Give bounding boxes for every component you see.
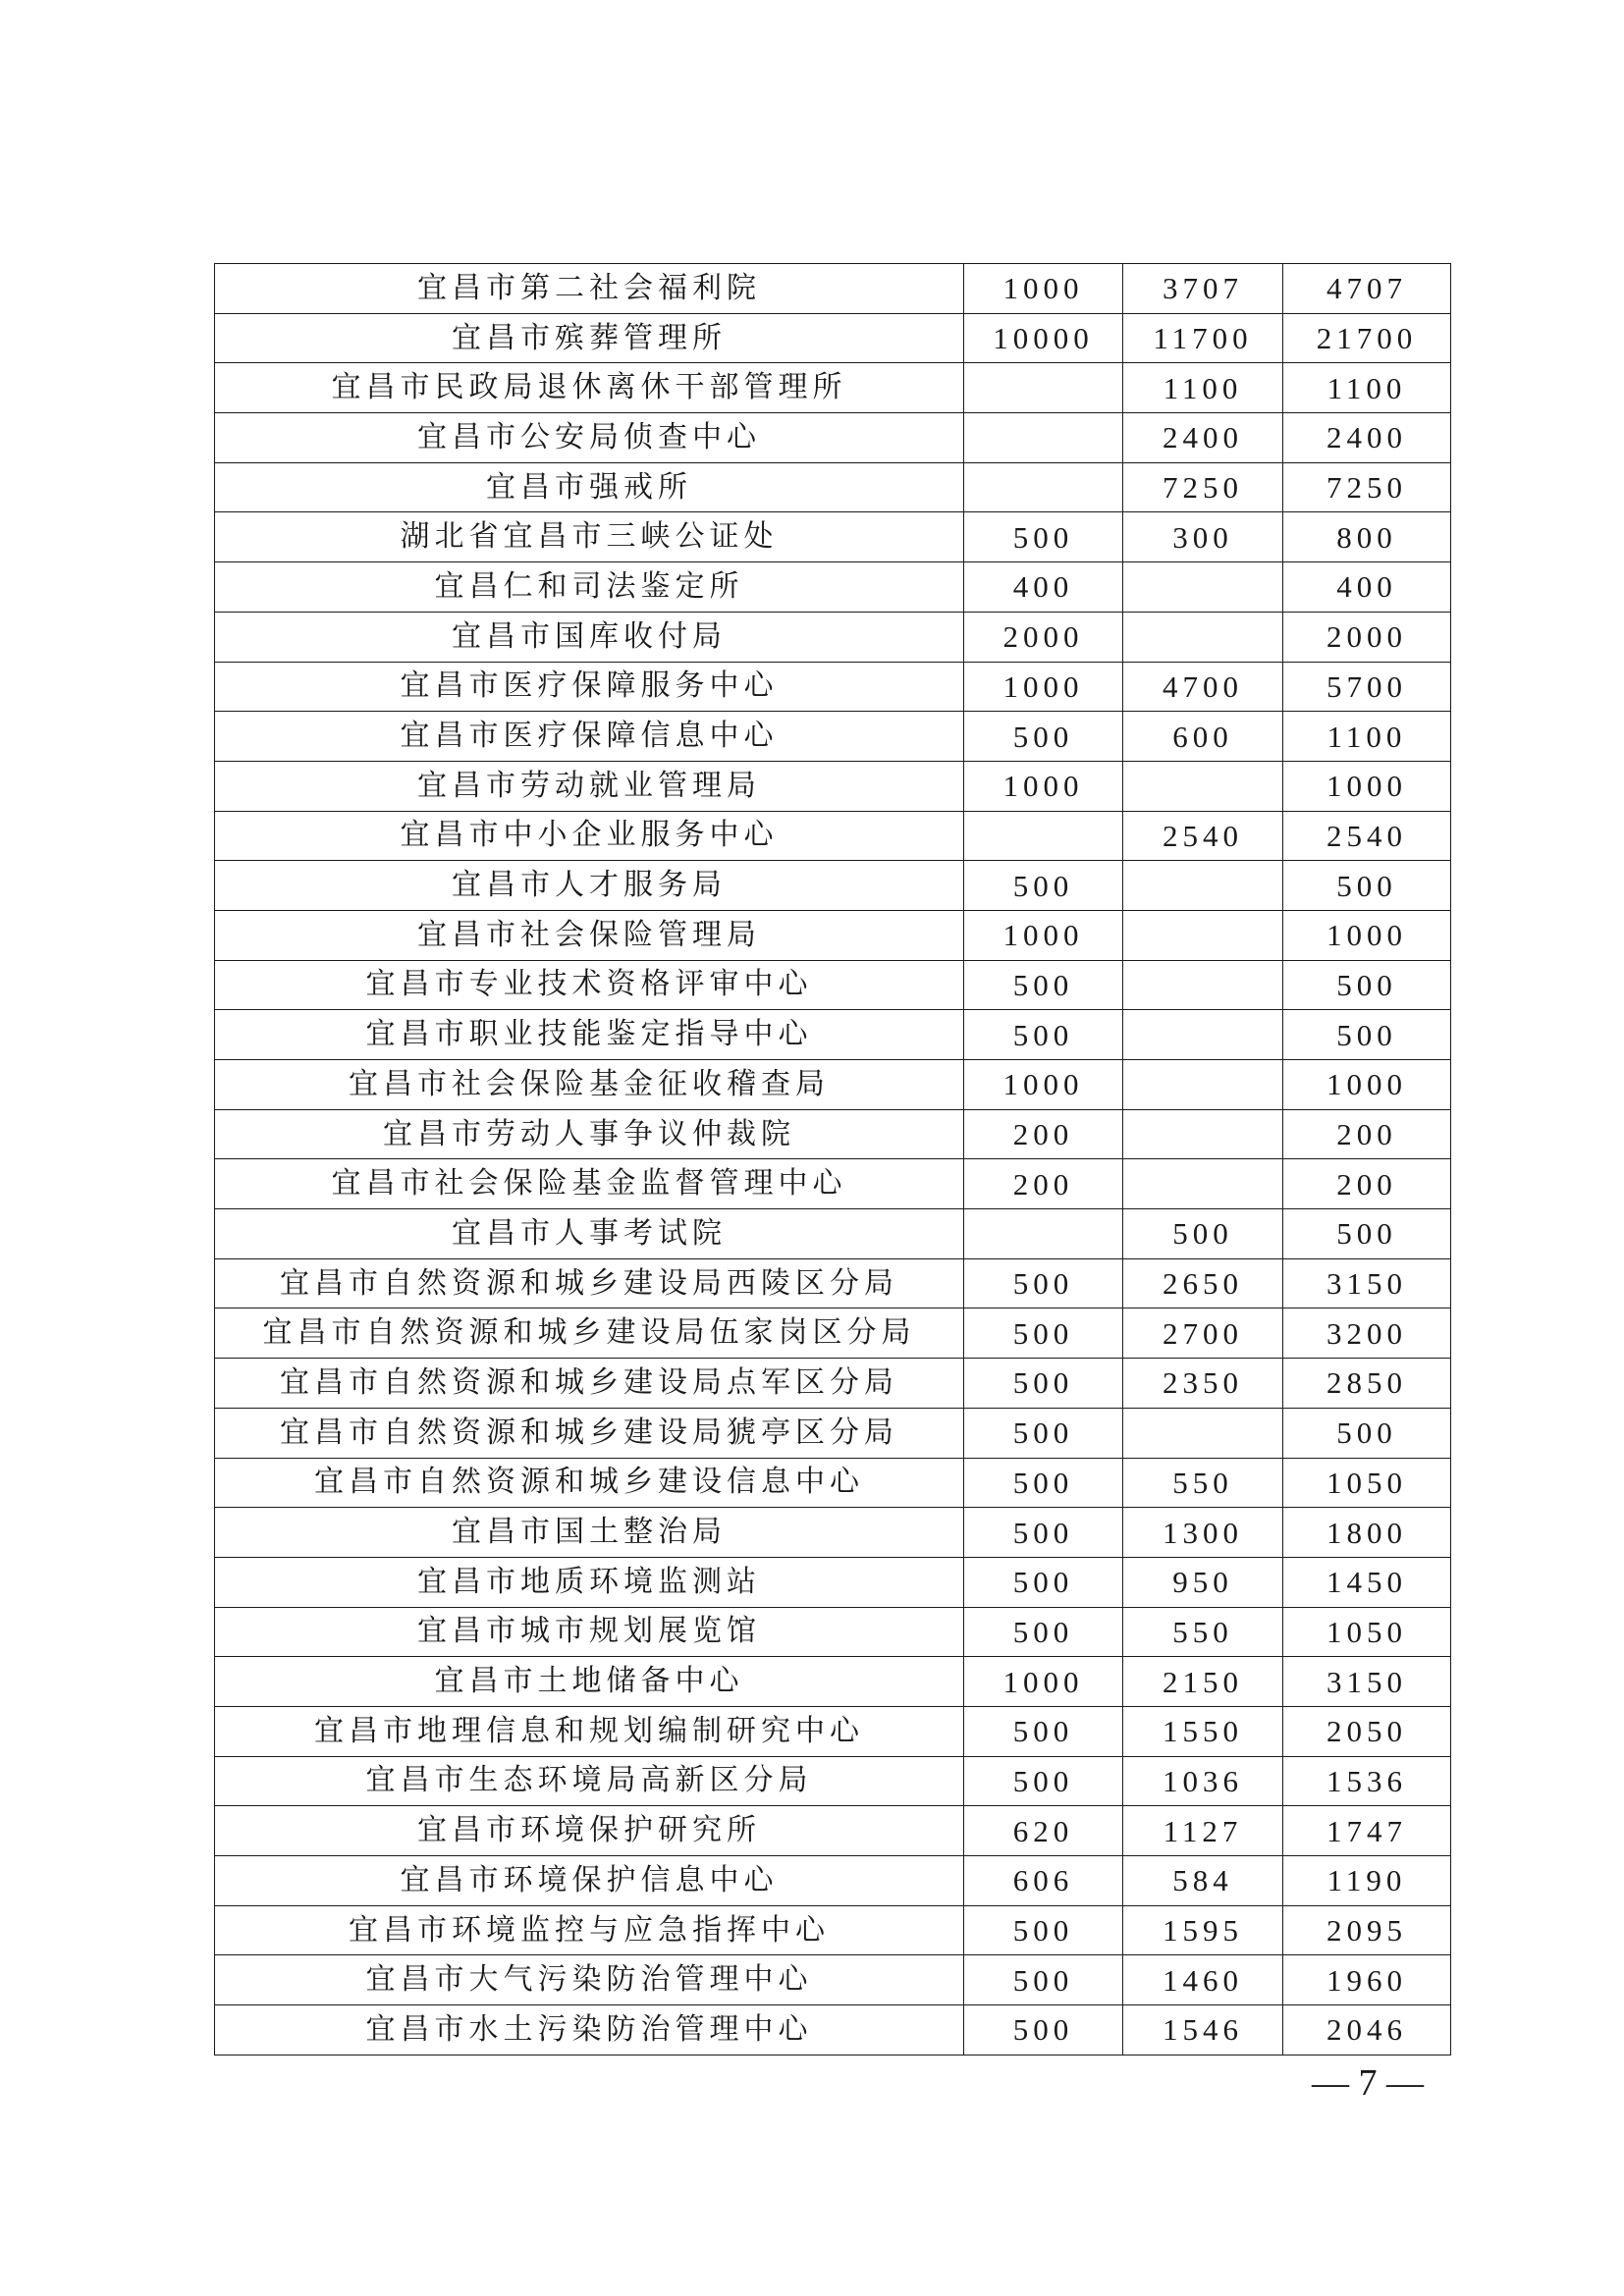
unit-name-cell: 宜昌市中小企业服务中心 <box>215 811 964 861</box>
total-cell: 2000 <box>1283 612 1451 662</box>
amount-a-cell: 500 <box>964 1955 1123 2005</box>
total-cell: 500 <box>1283 1209 1451 1259</box>
table-row <box>215 712 1451 762</box>
unit-name-cell: 宜昌市劳动人事争议仲裁院 <box>215 1109 964 1159</box>
total-cell: 21700 <box>1283 313 1451 363</box>
total-cell: 500 <box>1283 960 1451 1010</box>
unit-name-cell: 宜昌市劳动就业管理局 <box>215 761 964 811</box>
table-row <box>215 313 1451 363</box>
total-cell: 200 <box>1283 1109 1451 1159</box>
amount-b-cell: 3707 <box>1123 264 1283 314</box>
unit-name-cell: 宜昌市职业技能鉴定指导中心 <box>215 1010 964 1060</box>
total-cell: 2046 <box>1283 2005 1451 2056</box>
unit-name-cell: 宜昌市城市规划展览馆 <box>215 1607 964 1657</box>
unit-name-cell: 宜昌市自然资源和城乡建设局西陵区分局 <box>215 1258 964 1308</box>
unit-name-cell: 宜昌市人才服务局 <box>215 861 964 911</box>
total-cell: 500 <box>1283 1408 1451 1458</box>
unit-name-cell: 宜昌市地质环境监测站 <box>215 1557 964 1607</box>
table-row <box>215 1209 1451 1259</box>
amount-b-cell: 500 <box>1123 1209 1283 1259</box>
page-number: — 7 — <box>1312 2062 1424 2104</box>
unit-name-cell: 宜昌市生态环境局高新区分局 <box>215 1756 964 1806</box>
amount-b-cell: 584 <box>1123 1856 1283 1906</box>
table-row <box>215 662 1451 712</box>
amount-a-cell <box>964 811 1123 861</box>
total-cell: 1050 <box>1283 1458 1451 1508</box>
table-row <box>215 1607 1451 1657</box>
amount-b-cell: 2700 <box>1123 1308 1283 1359</box>
total-cell: 2540 <box>1283 811 1451 861</box>
amount-a-cell: 500 <box>964 1408 1123 1458</box>
amount-b-cell <box>1123 612 1283 662</box>
amount-a-cell: 606 <box>964 1856 1123 1906</box>
total-cell: 1050 <box>1283 1607 1451 1657</box>
amount-b-cell: 2150 <box>1123 1657 1283 1707</box>
unit-name-cell: 宜昌市强戒所 <box>215 462 964 512</box>
amount-a-cell <box>964 1209 1123 1259</box>
amount-a-cell: 2000 <box>964 612 1123 662</box>
total-cell: 800 <box>1283 512 1451 562</box>
amount-b-cell <box>1123 1159 1283 1209</box>
amount-b-cell: 300 <box>1123 512 1283 562</box>
amount-a-cell: 500 <box>964 861 1123 911</box>
unit-name-cell: 湖北省宜昌市三峡公证处 <box>215 512 964 562</box>
total-cell: 3150 <box>1283 1657 1451 1707</box>
total-cell: 1190 <box>1283 1856 1451 1906</box>
total-cell: 500 <box>1283 861 1451 911</box>
total-cell: 3200 <box>1283 1308 1451 1359</box>
amount-b-cell <box>1123 1109 1283 1159</box>
amount-a-cell: 500 <box>964 960 1123 1010</box>
amount-a-cell <box>964 363 1123 413</box>
unit-name-cell: 宜昌市自然资源和城乡建设局猇亭区分局 <box>215 1408 964 1458</box>
unit-name-cell: 宜昌市专业技术资格评审中心 <box>215 960 964 1010</box>
amount-b-cell <box>1123 960 1283 1010</box>
amount-a-cell: 500 <box>964 1706 1123 1756</box>
amount-a-cell: 500 <box>964 1756 1123 1806</box>
table-row <box>215 1657 1451 1707</box>
total-cell: 1000 <box>1283 761 1451 811</box>
total-cell: 7250 <box>1283 462 1451 512</box>
table-row <box>215 1856 1451 1906</box>
table-row <box>215 512 1451 562</box>
total-cell: 200 <box>1283 1159 1451 1209</box>
total-cell: 1000 <box>1283 910 1451 960</box>
total-cell: 500 <box>1283 1010 1451 1060</box>
amount-b-cell <box>1123 761 1283 811</box>
amount-b-cell: 4700 <box>1123 662 1283 712</box>
unit-name-cell: 宜昌市自然资源和城乡建设局伍家岗区分局 <box>215 1308 964 1359</box>
amount-a-cell: 500 <box>964 1010 1123 1060</box>
table-row <box>215 1060 1451 1110</box>
table-row <box>215 1308 1451 1359</box>
budget-table <box>214 263 1451 2056</box>
unit-name-cell: 宜昌市环境监控与应急指挥中心 <box>215 1905 964 1955</box>
unit-name-cell: 宜昌市水土污染防治管理中心 <box>215 2005 964 2056</box>
amount-b-cell <box>1123 861 1283 911</box>
amount-b-cell: 1036 <box>1123 1756 1283 1806</box>
amount-a-cell: 500 <box>964 1458 1123 1508</box>
total-cell: 2095 <box>1283 1905 1451 1955</box>
table-row <box>215 1557 1451 1607</box>
unit-name-cell: 宜昌市自然资源和城乡建设信息中心 <box>215 1458 964 1508</box>
amount-b-cell: 2540 <box>1123 811 1283 861</box>
table-row <box>215 562 1451 613</box>
table-row <box>215 1905 1451 1955</box>
amount-b-cell: 2350 <box>1123 1359 1283 1409</box>
total-cell: 2850 <box>1283 1359 1451 1409</box>
total-cell: 5700 <box>1283 662 1451 712</box>
amount-b-cell: 550 <box>1123 1607 1283 1657</box>
unit-name-cell: 宜昌市国土整治局 <box>215 1508 964 1558</box>
table-row <box>215 910 1451 960</box>
amount-a-cell: 500 <box>964 1308 1123 1359</box>
amount-a-cell: 1000 <box>964 910 1123 960</box>
unit-name-cell: 宜昌市医疗保障信息中心 <box>215 712 964 762</box>
table-row <box>215 1756 1451 1806</box>
amount-b-cell: 1595 <box>1123 1905 1283 1955</box>
amount-a-cell: 500 <box>964 1258 1123 1308</box>
amount-b-cell: 7250 <box>1123 462 1283 512</box>
unit-name-cell: 宜昌仁和司法鉴定所 <box>215 562 964 613</box>
table-row <box>215 1109 1451 1159</box>
amount-b-cell: 600 <box>1123 712 1283 762</box>
table-row <box>215 1159 1451 1209</box>
amount-b-cell: 950 <box>1123 1557 1283 1607</box>
total-cell: 2400 <box>1283 413 1451 463</box>
amount-b-cell: 1550 <box>1123 1706 1283 1756</box>
unit-name-cell: 宜昌市社会保险基金征收稽查局 <box>215 1060 964 1110</box>
table-row <box>215 1955 1451 2005</box>
table-row <box>215 1359 1451 1409</box>
amount-b-cell: 550 <box>1123 1458 1283 1508</box>
table-row <box>215 1508 1451 1558</box>
total-cell: 1000 <box>1283 1060 1451 1110</box>
amount-a-cell: 1000 <box>964 1060 1123 1110</box>
amount-a-cell: 500 <box>964 1607 1123 1657</box>
amount-a-cell: 1000 <box>964 1657 1123 1707</box>
amount-b-cell: 2650 <box>1123 1258 1283 1308</box>
table-row <box>215 1458 1451 1508</box>
amount-a-cell: 10000 <box>964 313 1123 363</box>
total-cell: 4707 <box>1283 264 1451 314</box>
unit-name-cell: 宜昌市地理信息和规划编制研究中心 <box>215 1706 964 1756</box>
amount-b-cell: 1300 <box>1123 1508 1283 1558</box>
total-cell: 2050 <box>1283 1706 1451 1756</box>
total-cell: 1100 <box>1283 712 1451 762</box>
unit-name-cell: 宜昌市大气污染防治管理中心 <box>215 1955 964 2005</box>
amount-b-cell <box>1123 562 1283 613</box>
table-row <box>215 811 1451 861</box>
amount-a-cell: 200 <box>964 1159 1123 1209</box>
amount-b-cell: 1460 <box>1123 1955 1283 2005</box>
amount-a-cell: 1000 <box>964 264 1123 314</box>
amount-a-cell: 500 <box>964 1508 1123 1558</box>
amount-a-cell <box>964 462 1123 512</box>
amount-b-cell: 2400 <box>1123 413 1283 463</box>
unit-name-cell: 宜昌市殡葬管理所 <box>215 313 964 363</box>
amount-b-cell: 1100 <box>1123 363 1283 413</box>
amount-a-cell: 500 <box>964 1359 1123 1409</box>
amount-a-cell: 500 <box>964 1905 1123 1955</box>
amount-a-cell: 400 <box>964 562 1123 613</box>
amount-b-cell: 1127 <box>1123 1806 1283 1856</box>
total-cell: 3150 <box>1283 1258 1451 1308</box>
amount-b-cell: 1546 <box>1123 2005 1283 2056</box>
amount-b-cell <box>1123 1408 1283 1458</box>
total-cell: 1450 <box>1283 1557 1451 1607</box>
total-cell: 1960 <box>1283 1955 1451 2005</box>
amount-a-cell: 500 <box>964 2005 1123 2056</box>
unit-name-cell: 宜昌市环境保护研究所 <box>215 1806 964 1856</box>
amount-a-cell: 200 <box>964 1109 1123 1159</box>
table-row <box>215 413 1451 463</box>
amount-a-cell: 500 <box>964 712 1123 762</box>
unit-name-cell: 宜昌市公安局侦查中心 <box>215 413 964 463</box>
unit-name-cell: 宜昌市国库收付局 <box>215 612 964 662</box>
table-row <box>215 612 1451 662</box>
amount-b-cell: 11700 <box>1123 313 1283 363</box>
total-cell: 1747 <box>1283 1806 1451 1856</box>
table-row <box>215 264 1451 314</box>
table-row <box>215 462 1451 512</box>
total-cell: 1100 <box>1283 363 1451 413</box>
unit-name-cell: 宜昌市人事考试院 <box>215 1209 964 1259</box>
table-row <box>215 960 1451 1010</box>
unit-name-cell: 宜昌市社会保险基金监督管理中心 <box>215 1159 964 1209</box>
table-row <box>215 861 1451 911</box>
amount-b-cell <box>1123 910 1283 960</box>
amount-a-cell: 500 <box>964 512 1123 562</box>
table-row <box>215 1706 1451 1756</box>
table-row <box>215 1258 1451 1308</box>
amount-b-cell <box>1123 1010 1283 1060</box>
unit-name-cell: 宜昌市环境保护信息中心 <box>215 1856 964 1906</box>
table-row <box>215 1408 1451 1458</box>
amount-a-cell: 1000 <box>964 761 1123 811</box>
unit-name-cell: 宜昌市自然资源和城乡建设局点军区分局 <box>215 1359 964 1409</box>
table-row <box>215 363 1451 413</box>
amount-b-cell <box>1123 1060 1283 1110</box>
unit-name-cell: 宜昌市社会保险管理局 <box>215 910 964 960</box>
total-cell: 1800 <box>1283 1508 1451 1558</box>
unit-name-cell: 宜昌市民政局退休离休干部管理所 <box>215 363 964 413</box>
unit-name-cell: 宜昌市医疗保障服务中心 <box>215 662 964 712</box>
budget-table-body <box>215 264 1451 2056</box>
table-row <box>215 2005 1451 2056</box>
table-row <box>215 1806 1451 1856</box>
amount-a-cell <box>964 413 1123 463</box>
unit-name-cell: 宜昌市第二社会福利院 <box>215 264 964 314</box>
amount-a-cell: 1000 <box>964 662 1123 712</box>
table-row <box>215 761 1451 811</box>
amount-a-cell: 500 <box>964 1557 1123 1607</box>
unit-name-cell: 宜昌市土地储备中心 <box>215 1657 964 1707</box>
table-row <box>215 1010 1451 1060</box>
total-cell: 400 <box>1283 562 1451 613</box>
total-cell: 1536 <box>1283 1756 1451 1806</box>
amount-a-cell: 620 <box>964 1806 1123 1856</box>
